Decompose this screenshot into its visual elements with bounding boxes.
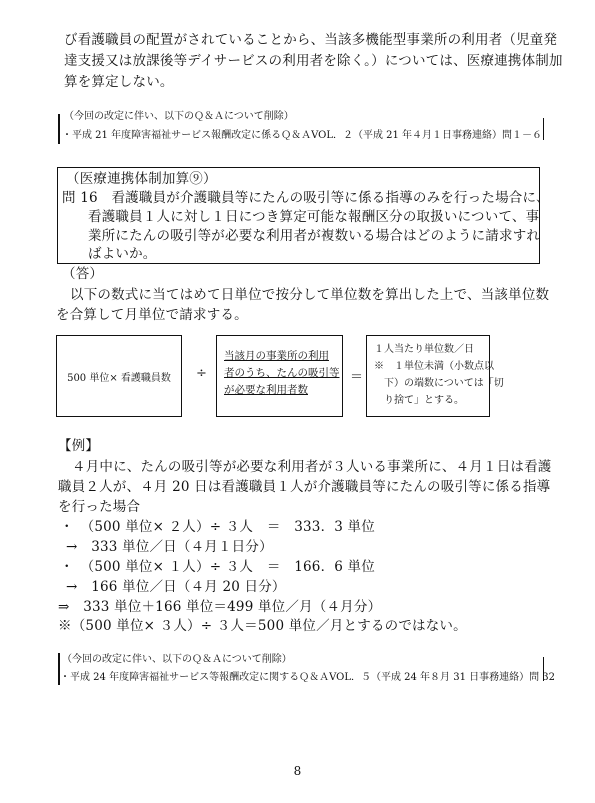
answer-line-2: を合算して月単位で請求する。: [56, 307, 248, 323]
caution-note: ※（500 単位× ３人）÷ ３人＝500 単位／月とするのではない。: [58, 618, 467, 634]
result-line-1: １人当たり単位数／日: [374, 344, 474, 355]
example-line-1: ４月中に、たんの吸引等が必要な利用者が３人いる事業所に、４月１日は看護: [72, 459, 552, 475]
note-bracket-left: [58, 114, 60, 144]
example-line-3: を行った場合: [58, 499, 141, 515]
example-label: 【例】: [58, 438, 100, 454]
question-line-2: 看護職員１人に対し１日につき算定可能な報酬区分の取扱いについて、事: [88, 209, 540, 225]
monthly-total: ⇒ 333 単位＋166 単位＝499 単位／月（４月分）: [58, 599, 382, 615]
example-line-2: 職員２人が、４月 20 日は看護職員１人が介護職員等にたんの吸引等に係る指導: [58, 479, 551, 495]
result-line-day-20: → 166 単位／日（４月 20 日分）: [66, 579, 286, 595]
note-2-reference: ・平成 24 年度障害福祉サービス等報酬改定に関するＱ＆ＡVOL．５（平成 24 年８月 31 日事務連絡）問 32: [60, 672, 556, 683]
question-box: [57, 167, 550, 264]
result-line-4: り捨て」とする。: [384, 395, 464, 406]
formula-result-box: [366, 335, 504, 417]
note-1-heading: （今回の改定に伴い、以下のＱ＆Ａについて削除）: [64, 111, 294, 122]
denominator-line-2: 者のうち、たんの吸引等: [224, 367, 340, 379]
result-line-day-1: → 333 単位／日（４月１日分）: [66, 539, 273, 555]
note-2-heading: （今回の改定に伴い、以下のＱ＆Ａについて削除）: [62, 654, 292, 665]
answer-label: （答）: [62, 266, 104, 282]
note-bracket-right: [543, 118, 545, 140]
calc-line-1: ・ （500 単位× ２人）÷ ３人 ＝ 333．3 単位: [60, 519, 375, 535]
calc-line-2: ・ （500 単位× １人）÷ ３人 ＝ 166．6 単位: [60, 559, 375, 575]
deletion-note-2: [58, 647, 556, 687]
intro-line-2: 達支援又は放課後等デイサービスの利用者を除く。）については、医療連携体制加: [64, 53, 563, 69]
question-line-4: ばよいか。: [88, 246, 157, 262]
formula-denominator-box: [216, 335, 343, 417]
deletion-note-1: [58, 108, 544, 146]
question-line-3: 業所にたんの吸引等が必要な利用者が複数いる場合はどのように請求すれ: [88, 228, 541, 244]
formula-numerator-box: [56, 335, 182, 417]
answer-line-1: 以下の数式に当てはめて日単位で按分して単位数を算出した上で、当該単位数: [70, 287, 550, 303]
denominator-line-1: 当該月の事業所の利用: [224, 350, 329, 362]
page-number: 8: [293, 764, 302, 778]
divide-operator: ÷: [196, 366, 207, 381]
result-line-2: ※ １単位未満（小数点以: [374, 361, 494, 372]
intro-line-1: び看護職員の配置がされていることから、当該多機能型事業所の利用者（児童発: [64, 32, 558, 48]
note-1-reference: ・平成 21 年度障害福祉サービス報酬改定に係るＱ＆ＡVOL．２（平成 21 年４月１日事務連絡）問１－６: [62, 130, 543, 141]
question-heading: （医療連携体制加算⑨）: [66, 171, 217, 187]
denominator-line-3: が必要な利用者数: [224, 384, 308, 396]
formula-numerator: 500 単位× 看護職員数: [67, 372, 171, 384]
question-line-1: 問 16 看護職員が介護職員等にたんの吸引等に係る指導のみを行った場合に、: [62, 190, 550, 206]
equals-operator: ＝: [350, 370, 364, 385]
intro-line-3: 算を算定しない。: [64, 74, 174, 90]
result-line-3: 下）の端数については「切: [384, 378, 504, 389]
